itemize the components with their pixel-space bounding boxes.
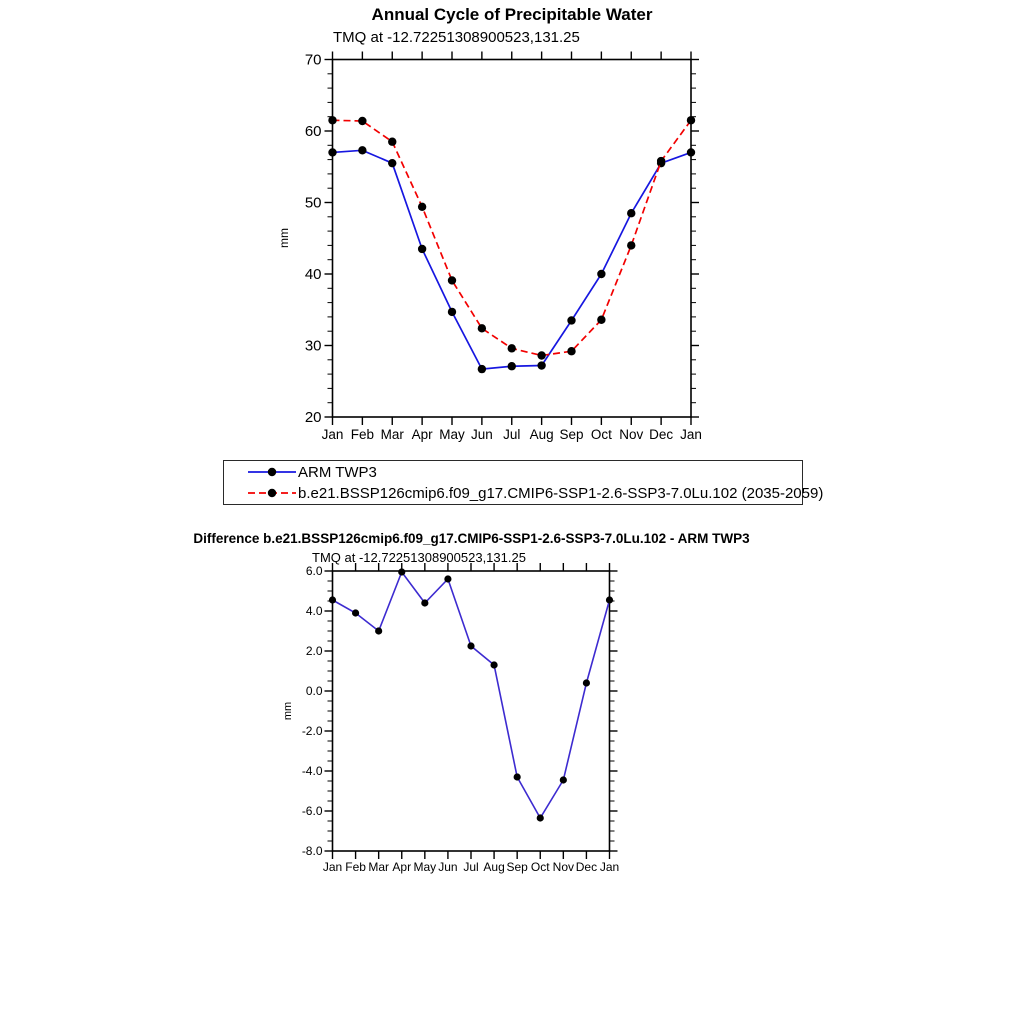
y-tick-label: -8.0 — [301, 844, 323, 859]
data-point — [388, 159, 396, 167]
data-point — [508, 362, 516, 370]
y-tick-label: 60 — [304, 123, 322, 141]
x-tick-label: May — [413, 860, 437, 874]
data-point — [329, 596, 336, 603]
x-tick-label: Jul — [503, 427, 521, 442]
data-point — [467, 642, 474, 649]
x-tick-label: Nov — [552, 860, 575, 874]
x-tick-label: Sep — [559, 427, 584, 442]
legend-label-obs: ARM TWP3 — [298, 463, 377, 481]
data-point — [606, 596, 613, 603]
data-point — [583, 679, 590, 686]
bottom-chart — [282, 563, 619, 874]
data-point — [537, 814, 544, 821]
obs-line-sample-icon — [246, 462, 298, 482]
y-tick-label: -6.0 — [301, 804, 323, 819]
top-chart-subtitle: TMQ at -12.72251308900523,131.25 — [333, 29, 580, 46]
data-point — [514, 773, 521, 780]
legend-item-obs — [224, 462, 802, 483]
model-line-sample-icon — [246, 483, 298, 503]
data-point — [567, 316, 575, 324]
y-tick-label: 4.0 — [305, 604, 323, 619]
data-point — [560, 776, 567, 783]
legend-item-model — [224, 483, 824, 504]
data-point — [358, 146, 366, 154]
data-point — [657, 157, 665, 165]
x-tick-label: Nov — [619, 427, 644, 442]
x-tick-label: Aug — [529, 427, 554, 442]
plot-frame — [333, 571, 610, 851]
bottom-chart-title: Difference b.e21.BSSP126cmip6.f09_g17.CMIP6-SSP1-2.6-SSP3-7.0Lu.102 - ARM TWP3 — [193, 531, 750, 546]
y-tick-label: 30 — [304, 337, 322, 355]
x-tick-label: Aug — [483, 860, 505, 874]
y-tick-label: 20 — [304, 409, 322, 427]
data-point — [448, 276, 456, 284]
x-tick-label: Mar — [368, 860, 390, 874]
top-chart-title: Annual Cycle of Precipitable Water — [371, 5, 653, 24]
data-point — [418, 245, 426, 253]
y-tick-label: -4.0 — [301, 764, 323, 779]
top-chart — [277, 52, 702, 443]
data-point — [478, 365, 486, 373]
legend-sample-marker — [268, 468, 276, 476]
y-axis-label: mm — [277, 228, 291, 248]
data-point — [358, 117, 366, 125]
x-tick-label: Jan — [680, 427, 702, 442]
series-line-0 — [333, 572, 610, 818]
data-point — [388, 138, 396, 146]
legend-label-model: b.e21.BSSP126cmip6.f09_g17.CMIP6-SSP1-2.6-SSP3-7.0Lu.102 (2035-2059) — [298, 484, 824, 502]
series-line-0 — [333, 150, 692, 369]
data-point — [627, 241, 635, 249]
x-tick-label: May — [439, 427, 465, 442]
x-tick-label: Jun — [438, 860, 458, 874]
y-tick-label: -2.0 — [301, 724, 323, 739]
data-point — [687, 148, 695, 156]
data-point — [375, 627, 382, 634]
x-tick-label: Jan — [599, 860, 620, 874]
data-point — [418, 203, 426, 211]
data-point — [537, 361, 545, 369]
data-point — [448, 308, 456, 316]
legend-sample-marker — [268, 489, 276, 497]
data-point — [352, 609, 359, 616]
data-point — [328, 116, 336, 124]
x-tick-label: Apr — [392, 860, 412, 874]
data-point — [508, 344, 516, 352]
y-tick-label: 6.0 — [305, 564, 323, 579]
data-point — [537, 351, 545, 359]
x-tick-label: Jan — [321, 427, 344, 442]
y-tick-label: 2.0 — [305, 644, 323, 659]
x-tick-label: Feb — [345, 860, 366, 874]
y-tick-label: 50 — [304, 194, 322, 212]
x-tick-label: Apr — [411, 427, 433, 442]
data-point — [444, 575, 451, 582]
data-point — [597, 316, 605, 324]
x-tick-label: Jul — [463, 860, 479, 874]
data-point — [328, 148, 336, 156]
legend — [223, 460, 824, 505]
x-tick-label: Sep — [506, 860, 528, 874]
series-line-1 — [333, 120, 692, 355]
x-tick-label: Jan — [322, 860, 343, 874]
y-axis-label: mm — [282, 701, 294, 721]
x-tick-label: Oct — [590, 427, 612, 442]
data-point — [490, 661, 497, 668]
x-tick-label: Oct — [530, 860, 550, 874]
x-tick-label: Feb — [350, 427, 375, 442]
data-point — [421, 599, 428, 606]
data-point — [398, 568, 405, 575]
x-tick-label: Mar — [380, 427, 404, 442]
data-point — [687, 116, 695, 124]
data-point — [567, 347, 575, 355]
y-tick-label: 70 — [304, 51, 322, 69]
y-tick-label: 0.0 — [305, 684, 323, 699]
x-tick-label: Dec — [575, 860, 598, 874]
x-tick-label: Jun — [470, 427, 493, 442]
x-tick-label: Dec — [649, 427, 674, 442]
y-tick-label: 40 — [304, 266, 322, 284]
data-point — [597, 270, 605, 278]
data-point — [478, 324, 486, 332]
bottom-chart-subtitle: TMQ at -12.72251308900523,131.25 — [312, 550, 526, 565]
data-point — [627, 209, 635, 217]
